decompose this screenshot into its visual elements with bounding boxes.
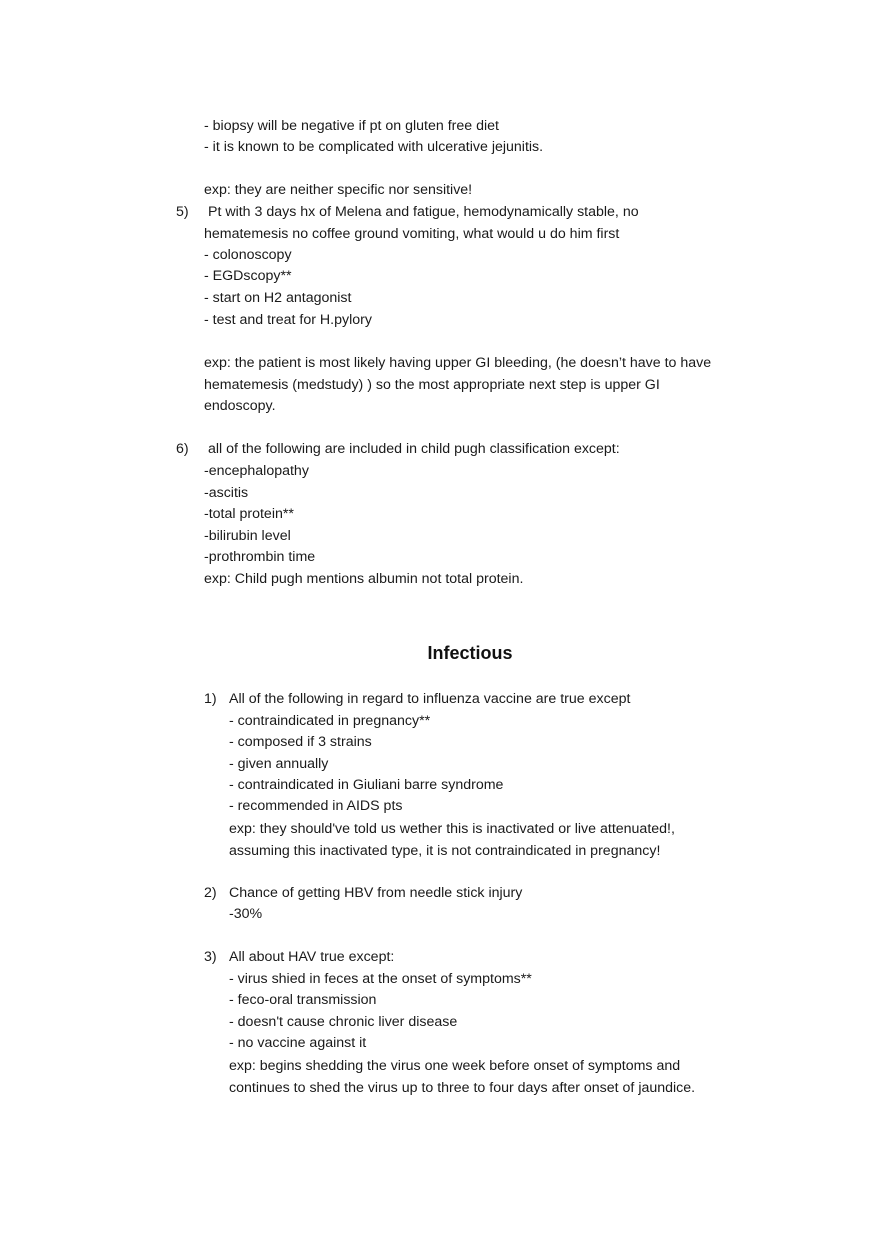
- answer-option: - virus shied in feces at the onset of symptoms**: [229, 971, 532, 987]
- question-number: 2): [204, 885, 217, 901]
- answer-option: - contraindicated in pregnancy**: [229, 713, 431, 729]
- answer-option: - recommended in AIDS pts: [229, 798, 403, 814]
- answer-option: -encephalopathy: [204, 463, 309, 479]
- text-line: - it is known to be complicated with ulcerative jejunitis.: [204, 139, 544, 155]
- answer-option: -ascitis: [204, 485, 249, 501]
- question-text: all of the following are included in child pugh classification except:: [208, 441, 620, 457]
- section-title: Infectious: [427, 643, 513, 663]
- explanation: exp: begins shedding the virus one week before onset of symptoms and: [229, 1058, 681, 1074]
- answer-option: - doesn't cause chronic liver disease: [229, 1014, 458, 1030]
- answer-option: - composed if 3 strains: [229, 734, 372, 750]
- question-number: 3): [204, 949, 217, 965]
- explanation: exp: they are neither specific nor sensitive!: [204, 182, 473, 198]
- question-text: All of the following in regard to influenza vaccine are true except: [229, 691, 631, 707]
- answer-option: - EGDscopy**: [204, 268, 292, 284]
- answer-option: -30%: [229, 906, 263, 922]
- answer-option: - feco-oral transmission: [229, 992, 377, 1008]
- question-number: 5): [176, 204, 189, 220]
- explanation: exp: Child pugh mentions albumin not total protein.: [204, 571, 524, 587]
- answer-option: - colonoscopy: [204, 247, 292, 263]
- question-text: hematemesis no coffee ground vomiting, what would u do him first: [204, 226, 620, 242]
- question-text: All about HAV true except:: [229, 949, 395, 965]
- question-text: Chance of getting HBV from needle stick injury: [229, 885, 523, 901]
- explanation: hematemesis (medstudy) ) so the most appropriate next step is upper GI: [204, 377, 660, 393]
- text-line: - biopsy will be negative if pt on gluten free diet: [204, 118, 499, 134]
- answer-option: - no vaccine against it: [229, 1035, 367, 1051]
- explanation: continues to shed the virus up to three to four days after onset of jaundice.: [229, 1080, 696, 1096]
- answer-option: -bilirubin level: [204, 528, 291, 544]
- question-number: 1): [204, 691, 217, 707]
- question-text: Pt with 3 days hx of Melena and fatigue, hemodynamically stable, no: [208, 204, 639, 220]
- explanation: exp: the patient is most likely having upper GI bleeding, (he doesn’t have to have: [204, 355, 712, 371]
- answer-option: -total protein**: [204, 506, 294, 522]
- answer-option: - test and treat for H.pylory: [204, 312, 372, 328]
- answer-option: -prothrombin time: [204, 549, 316, 565]
- answer-option: - start on H2 antagonist: [204, 290, 352, 306]
- question-number: 6): [176, 441, 189, 457]
- explanation: endoscopy.: [204, 398, 276, 414]
- explanation: exp: they should've told us wether this is inactivated or live attenuated!,: [229, 821, 675, 837]
- explanation: assuming this inactivated type, it is not contraindicated in pregnancy!: [229, 843, 661, 859]
- answer-option: - given annually: [229, 756, 329, 772]
- answer-option: - contraindicated in Giuliani barre syndrome: [229, 777, 504, 793]
